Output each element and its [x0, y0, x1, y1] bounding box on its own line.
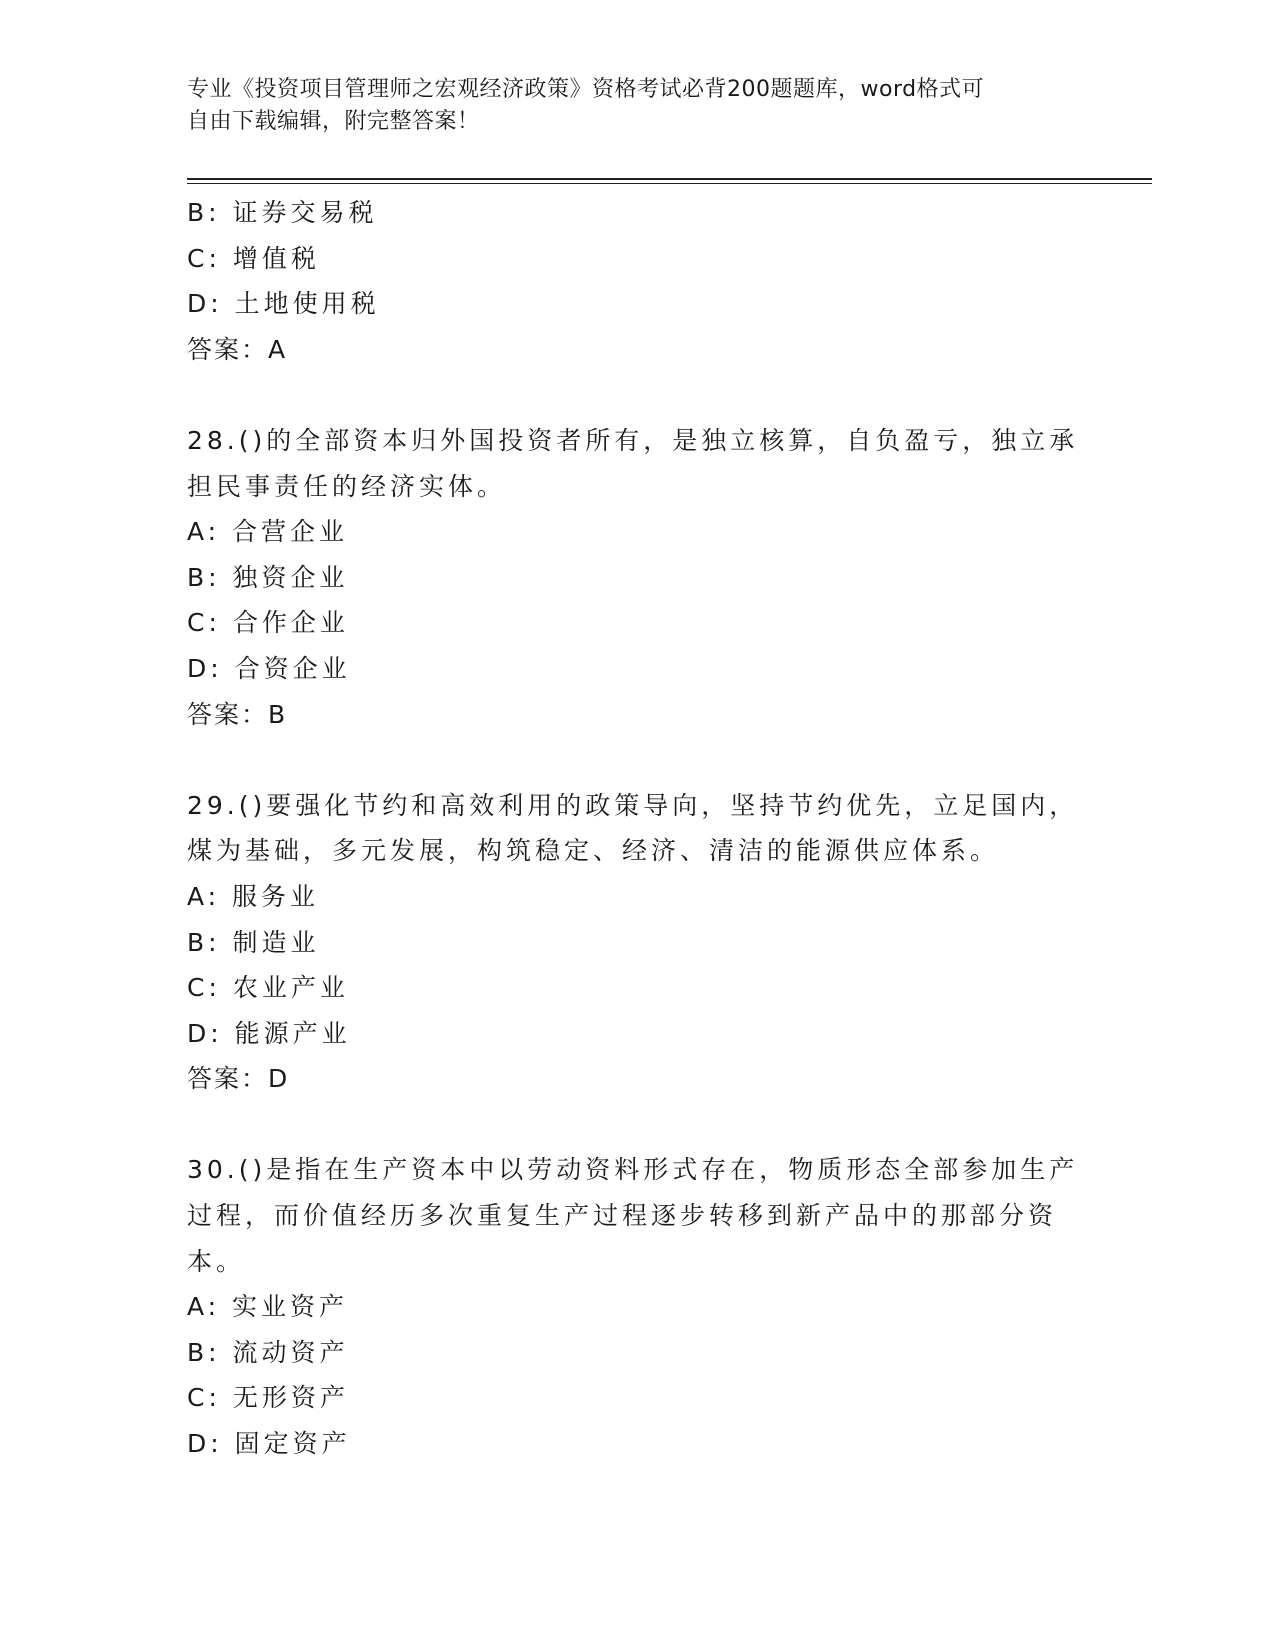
option-d: D: 合资企业	[187, 653, 351, 683]
option-d: D: 固定资产	[187, 1429, 351, 1459]
spacer	[187, 737, 1087, 783]
question-stem-line: 煤为基础，多元发展，构筑稳定、经济、清洁的能源供应体系。	[187, 836, 1000, 866]
option-b: B: 独资企业	[187, 562, 349, 592]
option-a: A: 合营企业	[187, 517, 349, 547]
document-header	[187, 74, 1067, 138]
option-b: B: 流动资产	[187, 1337, 349, 1367]
question-28	[187, 418, 1087, 737]
question-content	[187, 190, 1087, 1467]
spacer	[187, 1102, 1087, 1148]
spacer	[187, 372, 1087, 418]
answer-line: 答案：B	[187, 699, 288, 729]
option-c: C: 增值税	[187, 243, 320, 273]
answer-line: 答案：A	[187, 334, 288, 364]
question-stem-line: 28.()的全部资本归外国投资者所有，是独立核算，自负盈亏，独立承	[187, 425, 1079, 455]
question-stem-line: 过程，而价值经历多次重复生产过程逐步转移到新产品中的那部分资	[187, 1201, 1058, 1231]
option-d: D: 土地使用税	[187, 289, 380, 319]
prev-question-block	[187, 190, 1087, 372]
option-c: C: 农业产业	[187, 973, 349, 1003]
option-a: A: 实业资产	[187, 1292, 349, 1322]
question-stem-line: 29.()要强化节约和高效利用的政策导向，坚持节约优先，立足国内，	[187, 790, 1079, 820]
option-c: C: 无形资产	[187, 1383, 349, 1413]
answer-line: 答案：D	[187, 1064, 290, 1094]
question-stem-line: 担民事责任的经济实体。	[187, 471, 507, 501]
option-b: B: 制造业	[187, 927, 320, 957]
option-b: B: 证券交易税	[187, 198, 378, 227]
header-divider-thin	[187, 183, 1152, 184]
header-divider-thick	[187, 178, 1152, 180]
option-d: D: 能源产业	[187, 1018, 351, 1048]
option-c: C: 合作企业	[187, 608, 349, 638]
question-29	[187, 783, 1087, 1102]
question-30	[187, 1147, 1087, 1466]
question-stem-line: 本。	[187, 1246, 246, 1276]
header-line-1: 专业《投资项目管理师之宏观经济政策》资格考试必背200题题库，word格式可	[187, 77, 985, 102]
question-stem-line: 30.()是指在生产资本中以劳动资料形式存在，物质形态全部参加生产	[187, 1155, 1079, 1185]
option-a: A: 服务业	[187, 881, 320, 911]
header-line-2: 自由下载编辑，附完整答案！	[187, 109, 480, 134]
